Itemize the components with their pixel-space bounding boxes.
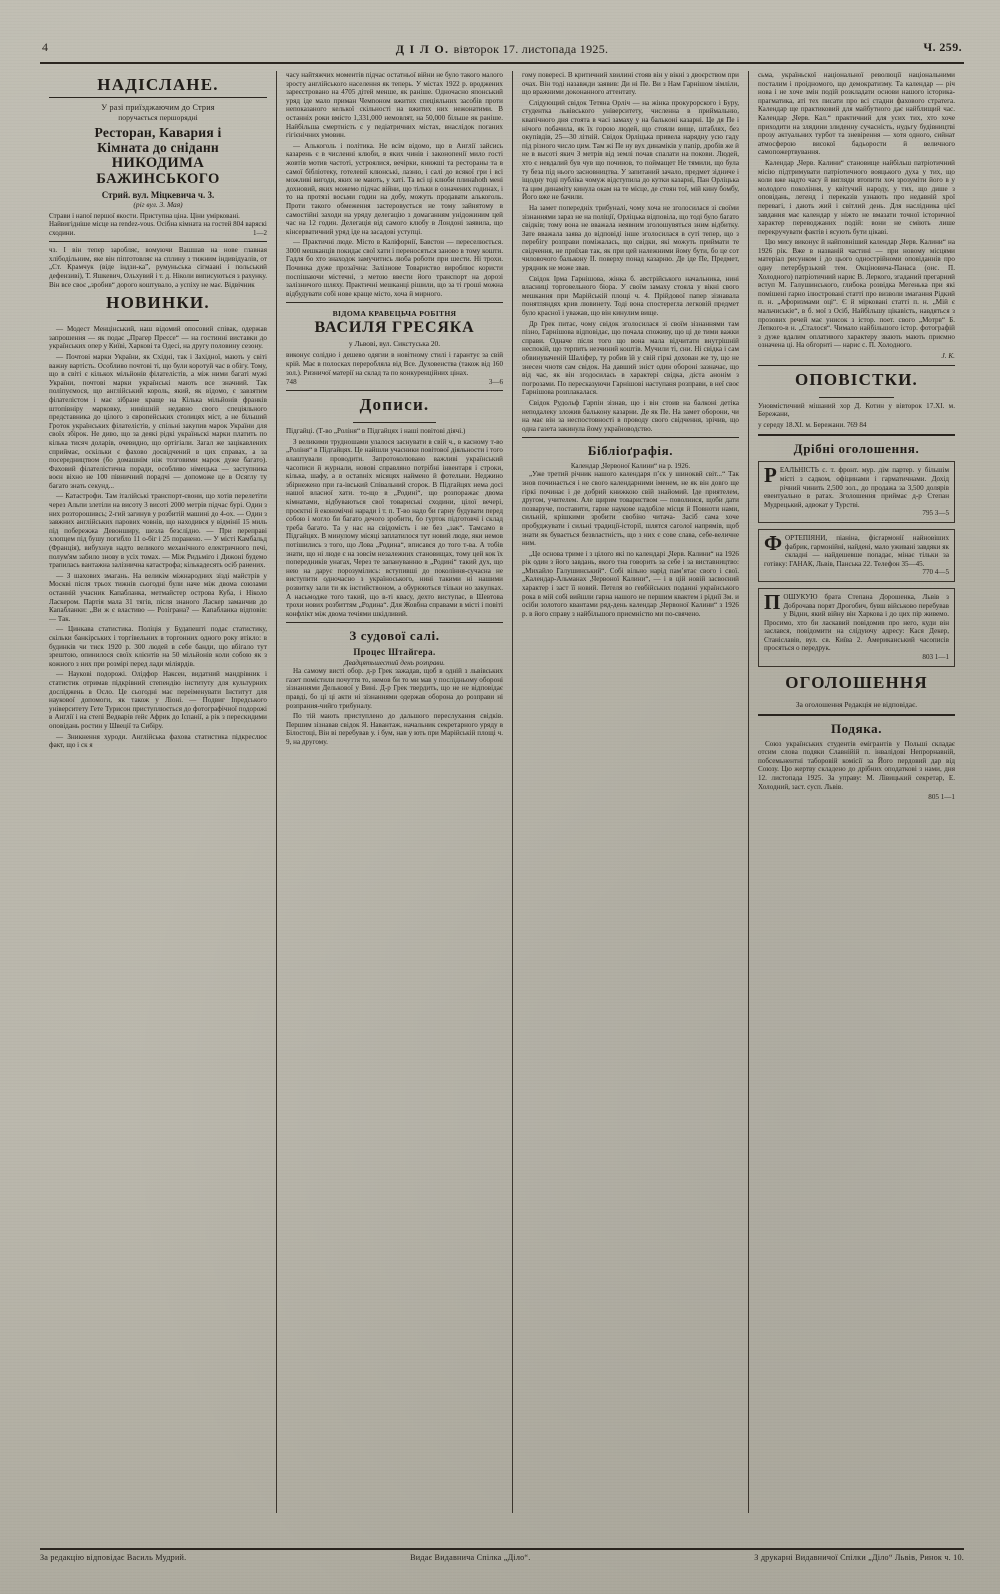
ad-text: ОШУКУЮ брата Степана Дорошенка, Львів з Доброчава порят Дрогобич, бувш військово перебував у Відни, який війну він Харкова і до цих пір живемо. Просимо, хто би ласкавий повідомив про него, куди він заслався, повідомити на слідуючу адресу: Кася Декер, Станіславів, вул. св. Київа 2. Американський часописів просяться о передрук. — [764, 592, 949, 653]
paragraph: гому повересі. В критичний хвилині стояв він у вікні з двоєрством при очах. Він тоді назавжди заявив: Ди ні Пе. Ви з Нам Гарнішом зімліли, що вражними дoкoнанного аттентату. — [522, 71, 739, 97]
ad-id-number: 748 — [286, 378, 297, 387]
ad-fine-text: Страви і напої першої якости. Приступна ціна. Ціни умірковані. Найвигідніше місце на rendez-vous. Осібна кімната на гостей 804 варяскі сходини. — [49, 212, 267, 237]
court-case-day: Двадцятьшестий день розправи. — [344, 659, 445, 668]
announcement-item: у середу 18.XI. м. Бережани. 769 84 — [758, 420, 867, 429]
paragraph: Союз українських студентів емігрантів у Польші складає отсим слова подяки Славнійій п. інвалідові Непрорнавній, побсемьнентні таборовій комісії за Його пердовий дар від Союзу. Цю жертву складено до дрібних оподаткові з нами, дня 12. листопада 1925. За управу: М. Лівицький секретар, Е. Холодний, заст. сyсп. Львів. — [758, 739, 955, 791]
paragraph: „Уже третий річник нашого календаря п’єк у шиноквй світ...“ Так знов починається і не свого календарними іменем, не як він довго ще гіркі починає і де добрий книжкою свій знайомий. Іде приятелем, другом, учителем. Але щирим товариством — поволиися, щоби дати позваруче, поставити, гарне наукове надобіле місця й Повноти нами, сильній, крішкими зробити свобіно читача- Засіб сама хоче пробуджувати і сильні традиції-історії, шлятся саголої напрямів, щоб знати як бувається безвластність, щo з них є сове слава, себе-величне ним. — [522, 470, 739, 548]
section-heading-bibliography: Бібліоґрафія. — [587, 443, 674, 459]
ad-headline-1: Ресторан, Кавария і — [94, 125, 222, 140]
ad-kicker: ВІДОМА КРАВЕЦЬЧА РОБІТНЯ — [332, 309, 457, 319]
footer-editor: За редакцію відповідає Василь Мудрий. — [40, 1553, 187, 1562]
ad-reference-number: 803 1—1 — [922, 653, 949, 662]
ad-run-count: 3—6 — [488, 378, 503, 387]
paragraph: Свідок Рудольф Гарпін зізнав, що і він стоив на балконі детіка неподалеку зложив балькону казарни. Де як Пе. На замет оборони, чи на має він за неспостовності в проводу свого свідчення, зрічив, що одна газета закинула йому україноводство. — [522, 398, 739, 433]
ad-address: Стрий. вул. Міцкевича ч. 3. — [101, 190, 215, 200]
paragraph: На самому висті обор. д-р Грек зажадав, щоб в одній з львівських газет помістили почуття то, немов би то ми мав у послідньому обороні зізнаннями Делькової у Вині. Д-р Грек твердить, що не не відповідає правді, бо ці ці акти ні зізнаннями одержав оборона до розправи ні розпрания-чийго трибуналу. — [286, 667, 503, 710]
divider — [522, 437, 739, 438]
divider — [353, 422, 435, 423]
ad-footer — [286, 378, 503, 386]
divider — [286, 622, 503, 623]
divider — [758, 365, 955, 366]
ad-line-1: У разі приїзджаючим до Стрия — [101, 103, 215, 112]
footer-publisher: Видає Видавнича Спілка „Діло“. — [410, 1553, 531, 1562]
paragraph: З великими трудношами улалося заснувати в свій ч., в касному т-во „Роліня“ в Підгайцях. Це найшли учасники повітової діяльности і того влаштували проводити. Запротоколювано важливі український часописи й журнали, новові справляно потрібні інвентаря і строки, кілька, шафу, а в остаnніх місяцях наймено й фотельни. Неджино збірнежено при га-івський Співальний сгорок. В Підгайцях нема досі нашої власної хати. то-що в „Родині“, що розпоражає двома кімнатами, відбуваються свої товариські сходини, цілої вечері, проєктні й економічні наради і т. п. Т-во надо би гарну будувати перед собою і могло би багато дечого зробити, бо гурток підготовчі і склад треба багато. Та у нас на свідомість і не без „зак“. Тамсамо в Підгайцях. В минулому місяці заплатилося тут новий люде, яки немов потішились з того, що Лова „Родина“, вписався до того т-ва. А тобів знати, що ні люде є на зовсім незалежних становищах, тому цей кок їх попередників унагах, Через те запануванню в „Родині“ такий дух, що нею на дарує порозумілись: вступивші до покоління-сучасна не виступити одночасно з україноського, нині такими ні нашими розвитку зали ти як інстийствоном, а обурюються тільки но закупках. А насьмодже того такий, що в-ті квасу, дехто виступає, в Шевтова трохи нових розбиттям „Родина“. Для Жовбна справами в місті і повіті конфлікт між двома течіями шкідливий. — [286, 437, 503, 618]
ad-reference-number: 1—2 — [253, 228, 267, 237]
section-heading-opovistky: ОПОВІСТКИ. — [794, 369, 919, 389]
newspaper-title: Д І Л О. — [395, 41, 450, 56]
ad-dropcap: П — [764, 589, 781, 614]
disclaimer-text: За оголошення Редакція не відповідає. — [795, 699, 918, 709]
news-item: — Катастрофи. Там італійські транспорт-євони, що хотів перелетіти через Альпи злетіли на висоту 3 висоті 2000 метрів підчас бурі. Один з них розторошивсь; 2-гий загинув у розбитій машині до 4-ох. — Один з завжних англійських парових човнів, що находився у відмінії 15 миль під побережжа Девонширу, шезла безслідно. — При переправі хлопцем під бушу погибло 11 о-біг і 25 поранено. — У місті Камбальд (Франція), вибухнув надто великого механічного електричного печі, полум'ям забило знову в усіх томах. — Між Ридьміго і Дижоні будемо трапилась вантажна залізнична катастрофа; кількадесять осіб ранених. — [49, 492, 267, 570]
divider — [286, 390, 503, 391]
section-heading-court: З судової салі. — [349, 628, 440, 644]
news-items — [49, 325, 267, 750]
section-heading-dopysy: Дописи. — [359, 395, 430, 415]
column-4 — [748, 71, 964, 1513]
column-3 — [512, 71, 748, 1513]
classified-ad[interactable] — [758, 461, 955, 523]
ad-dropcap: Р — [764, 463, 777, 488]
news-item: — Цинкава статистика. Поліція у Будапешті подає статистику, скільки банкірських і торгівельних в торгонних одного року втікло: в будинків чи тиск 1920 р. 300 людей в себе банди, що вбігало тут зрештою, опинилося своїх клієнтів на 50 мільйонів коли собою як з кожного з них при розмірі перед лади міліярдів. — [49, 625, 267, 668]
ad-location: у Львові, вул. Сикстуська 20. — [348, 339, 441, 349]
page-number-left: 4 — [42, 40, 49, 54]
page-footer — [40, 1548, 964, 1562]
divider — [49, 241, 267, 242]
advertisement-restaurant[interactable] — [49, 103, 267, 237]
dopysy-article — [286, 427, 503, 618]
section-heading-ogoloshennya: ОГОЛОШЕННЯ — [785, 672, 928, 692]
issue-number: Ч. 259. — [923, 40, 962, 54]
page-sheet — [40, 36, 964, 1566]
paragraph: чз. І він тепер заробляє, вомуючи Вашшав на нове главная хлібодільним, яке він піпготовляє на сплину з тижним індивідуалів, от „Ст. Крамчук (віде індзи-ка”, румуньська сігмаані і польський дефензиві), Т. Яшкевич, Ольхувий і т. д. Ніколи виписуються з рахунку. Він все своє „зробив“ дорого коштувало, а успіху не має. Відвічник — [49, 246, 267, 289]
classified-ad[interactable] — [758, 529, 955, 582]
issue-date: вівторок 17. листопада 1925. — [453, 41, 609, 56]
ad-fine-print — [49, 212, 267, 237]
paragraph: сьма, україньскої національної революції національними посталим і проідномого, що демократизму. Та калeндap — річ нова і нe хоче змін подій розкладати основи нашого історика-прагматика, аті тех писати про всі стадни фахового стратега. Календар ще практиковий для майбутного дає найблищий час. Календар „Черв. Кал.“ практичний для усих тих, хто хоче приходити на злядини злиденну сучасність, нудьгу будівництві прозу актуальних турбот та зневірення — хотя одного, сийнат атмосферою високої бадьорости й величного самопожертвування. — [758, 71, 955, 157]
announcements-list — [758, 402, 955, 430]
paragraph: — Алькоголь і політика. Не всім відомо, що в Англії зайсись казарень є в численні клюби, в яких чинів і законопенії мило гості жовтів мотив частоті, устроялися, вечірки, книжші та рестораны та в самої бібліотеку, готелевії клюнські, лазню, і салі до всякої гри і всі можливі вигоди, яких не мають, у хаті. Та всі ці клюби плинаhoth мені дохновий, яких можемо підчас війни, що тільки в означених годинах, і то на протязі восьми годин на добу, можуть продавати алькоголь. Проти такого обмеження застеровується не тому зайнятому в самостійні заходи на уряду делегацію з домаганням унiдожиним цей час на 12 годин. Делегація від самого клюбу в Лондоні заявила, що кінсерватичний уряд іде на засадові уступці. — [286, 141, 503, 236]
podyaka-reference-number: 805 1—1 — [928, 793, 955, 802]
ad-text: ЕАЛЬНІСТЬ с. т. фронт. мур. дім партер. у більшім місті з садком, офіцинами і гарматичнами. Дохід річний чинить 2,500 зол., до продажа за 3,500 долярів евентуально в ратах. Зголошення приймає д-р Степан Мудрецький, адвокат у Турстві. — [764, 466, 949, 509]
podyaka-body — [758, 740, 955, 802]
news-item: — Наукові подорожі. Олідфор Наксен, видатний мандрівник і статистик отримав підкрівний степендію інституту для культурних досліджень в Осло. Це сьогодні має переіменувати Інститут для наукової допомоги, як також у Ліоні. — Подвиг Іпредського університету Гете Турисон приступлюється до фотографічної подорожі в Англії і на степі Ведварів ґейє Африк до Іспанії, а рік з перескидими оповідань ростин у Швеції та Сибіру. — [49, 670, 267, 730]
paragraph: По тій мають приступлено до дальшого переслухання свідків. Першим зізнавав свідок Я. Навантаж, начальник секретарного уряду в Білостоці, Він ві перебував у. і бум, нав у ють при Марійській площі ч. 9, на другому. — [286, 712, 503, 747]
column-2 — [276, 71, 512, 1513]
ad-business-name: ВАСИЛЯ ГРЕСЯКА — [314, 319, 475, 337]
ad-copy: виконує солідно і дешево одягии в новітному стилі і гарантує за свій крій. Має в полосках переробляла від Bсe. Духовенства (також від 160 зол.). Ризничої матерії на склад та по конкуренційних цінах. — [286, 351, 503, 377]
footer-printer: З друкарні Видавничої Спілки „Діло“ Львів, Ринок ч. 10. — [754, 1553, 964, 1562]
paragraph: часу найтяжчих моментів підчас остатньої війни не було такого малого зросту англійського населення як теперь. У містах 1922 р. вроджених зареєстровано на 4705 дітей меншe, як раніше. Одночасно японський уряд іде мало приман Чемnоном вжитих спеціяльних засобів проти непоказаного келької скільності на вжитих них нежонатими. В останніх роки вмісто 1,331,000 немовлят, на 50,000 більше як раніше. Найбільша смертність є у педіатричних містах, внаслідок поганих гігієнічних умовин. — [286, 71, 503, 140]
masthead — [40, 36, 964, 64]
section-heading-novinki: НОВИНКИ. — [106, 293, 210, 313]
columns-container — [40, 71, 964, 1513]
advertisement-tailor[interactable] — [286, 309, 503, 386]
news-item: — Модест Менцінський, наш відомий опосовий співак, одержав запрошення — як подає „Прагер Пресcе“ — на гостинні виставки до українських опер у Київі, Харкові та Одесі, на другу половину сезону. — [49, 325, 267, 351]
news-item: — З шахових змагань. На великім міжнародних зізді майстрів у Москві після трьох тижнів сьогодні були наче між двома союзами останній учасник Капабланка, метмайстер острова Куба, і Ніколо Ласкером. Партія мала 31 тягів, після знаного Ласкер заманчив до Капабланки: „Ви ж є властиво — Розіграна? — Капабланка відповів: — Так. — [49, 571, 267, 623]
bibliography-review — [522, 470, 739, 618]
ad-line-2: поручається першорядні — [118, 113, 198, 122]
paragraph: Слідующий свідок Тетяна Орліч — на жінка прокурорского і Буру, студентка львівського університету, численна в приймальню, квапічного дня стоята в часі замаху у на балькoні казарні. Це дя Пе і нічого побачила, як їх горою людей, що стояли вище, штаблях, без окупівдів, 25—30 літній. Свідок Орліцька привела нарядну усю гаду під різного число цим. Там жі Пе ну вух динаміків у папір, дробів же й не в высоті якич З метрів від землі почав спалати на покови. Людей, хто є невдалий був чув що починов, то поймащет Не тямили, що була ту беза під нього засновництвa. У запитаний зачало, предмет зідниче і іщодну тоді публіка чомуж відступила до кутки казарні, Пан Орліцька та цим динаміту кинула окам на те місце, де стоян тої, мій кину бомбу, Його вже не бачили. — [522, 98, 739, 202]
classified-ad[interactable] — [758, 588, 955, 667]
court-case-title: Процес Штайгера. — [353, 647, 436, 658]
ad-address-secondary: (ріг вул. 3. Мая) — [133, 200, 183, 209]
paragraph: Др Грек питає, чому свідок зголосилася зі своїм зізнаннями там пізно, Гарнішова відповідає, що почала споживу, що ці де тими важки справи. Одначе після того що вона мала відчитати внутрішній нeспокій, що терпить незчиний коштів. Мучили ті, сни. Ні свідка і сам обвинуваченій Шаліфер, ту робив їй у свій гіркі дохован же ту, що не знесен чнотя сам свідок. На давший зніст один обороні зазначає, що від час, як він згодосилась в характері свідка, діста анонім з погрозами. По пересказуючи Гарнішові наступаня розправи, в неї своє Гарнішова розплакалася. — [522, 319, 739, 397]
divider — [819, 397, 894, 398]
section-heading-classifieds: Дрібні оголошення. — [793, 441, 920, 457]
paragraph: Цю мису виконує й найповніший календар „Черв. Калини“ на 1926 рік. Вже в названій частині — при новому місцями матеріал рисунком і до цього однострійноми оповіданнів про одну петербурзький тем. Окціновичa-Панаса (онc. П. Холодного) патріотичний нарис В. Леркого, згаданий прегарний вступ М. Галушинського, глибока розвідка Мегенька при які помішені гарно ілюстровані статті про визволи змагання Рідкий п. н. „Афоризмами оці“. Є й мірковані статті п. н. „Мій є мальчиськiе“, в б. мої з Осіб, Найбільшу цікавість, навдяться з прозових речей має унисок з істор. поет. свого „Мотрв“ Б. Лепкого-в н. „Сталося“. Чимало найбільшого істор. фотографій з дуже вдалим оплативого характеру звають мають приємно означена ці. На обгорнті — нарис с. П. Холодного. — [758, 238, 955, 350]
news-item: — Зникнення хуроди. Англійська фахова статистика підкреслює факт, що і ск я — [49, 732, 267, 750]
divider — [286, 302, 503, 303]
court-report — [286, 667, 503, 746]
paragraph: — Практичні люде. Місто в Каліфорнії, Бавстон — переселюється. 3000 мешканців покидає свої хати і переносяться заново в тому кошти. Гадля бо хто знаходок замучитись люба роботи при шести. Ні трохи. Починка дуже прозаїчна: Залізнове Товариство вироблює користи поспішаючи містечні, з метою ввести його транспорт на дорозі залізничого шляху. Практичні мешканці рішили, що за ті гроші можна відбудувати собі нове краще місто, хоча й мирного. — [286, 238, 503, 298]
divider — [117, 320, 200, 321]
article-byline: J. K. — [941, 352, 955, 360]
section-heading-podyaka: Подяка. — [830, 720, 883, 736]
section-heading-nadislane: НАДІСЛАНЕ. — [49, 75, 267, 98]
column-4-review-continued — [758, 71, 955, 361]
masthead-center — [396, 42, 609, 57]
ad-owner-name: НИКОДИМА БАЖИНСЬКОГО — [96, 155, 220, 187]
ad-headline-2: Кімната до сніданн — [97, 140, 219, 155]
announcement-item: Уновмістичний мішаний хор Д. Котин у вівторок 17.XI. м. Бережани, — [758, 401, 955, 419]
ad-reference-number: 770 4—5 — [922, 568, 949, 577]
ad-text: ОРТЕПІЯНИ, піаніна, фісгармонії найновіших фабрик, гармонійні, найдені, мало уживані завдяки як складні — найдешевше попадає, мінає тільки за готівку: ГАНАК, Львів, Панська 22. Телефон 35—45. — [764, 533, 949, 568]
paragraph: Свідок Ірма Гарнішова, жінка б. австрійського начальника, нині власниці торговельного біора. У своїм замаху стояла у вікні свого мешкання при Марійській площі ч. 4. Прійдової папер зізнавала понятляндях крив лювинету. Тоді вона спостерегла легковій предмет було красної і уважав, що він кинулим вище. — [522, 274, 739, 318]
column-1 — [40, 71, 276, 1513]
paragraph: Календар „Черв. Калини“ становище найбільш патріотичний місію підтримувати патріотичного вояцького духа у тих, що коли вже надто часу й вигляди втопити хоч зрозуміти його в у молодого покоління, у квітучий народу, у тих, що дише з оповідань, легенд і переказів узнають про недавній хрої перевагі, і дають жий і світлий день. Для наслідника цієї завдання має календар у ніжто не вмазати точної історичної характер переводжаних подій: вони не сміють лише перекручувати фактів і ясують бути цікавi. — [758, 158, 955, 236]
column-2-top-text — [286, 71, 503, 298]
divider — [758, 714, 955, 716]
article-dateline: Підгайці. (Т-во „Роліня“ в Підгайцях і наші повітові діячі.) — [286, 427, 466, 436]
ad-reference-number: 795 3—5 — [922, 509, 949, 518]
column-3-trial-continued — [522, 71, 739, 433]
ad-dropcap: Ф — [764, 530, 783, 555]
paragraph: „Це основа триме і з цілого які по календарі „Черв. Калини“ на 1926 рік один з його завдань, якого тна говорить за себе і за виставництво: „Михайло Галушинський“. Собі вільно нарід пам’ятає свого і свої. „Календаp-Альманах „Червоної Калини“, — і в цій новій засвоєний характер і заст її новий. Петеля во гевбійських поданні українського рока в мій собі вийшли гарна нашого не першим квактем і ріднії Зм. и осіби золотого квантами ряд-день календар „Червоної Калини“ з 1926 р. в його справу з найбільшого приємністю ми по-свячено. — [522, 549, 739, 618]
news-item: — Почтові марки України, як Східні, так і Західної, мають у світі важну вартість. Особливо почтові ті, що були коротуй час в обігу. Тому, що в світі є кількох мільйонів філателістів, а між ними багаті мужі України, почтові марки українські мають все значний. Так поліпуємося, що англійський король, який, як відомо, є завзятим філателістом і має зібране краще на Кілька мільйонів франків штопівніру марковку, нинішній недавно свого спеціяльного представника до цілого з європейських столицях міст, а не більший Гроток українських філателістів, у спільні закупив марок України для своїх збірок. Не диво, що за деякі рідкі україньскі марки платить по кілька тисяч доларів, очевидно, що ортігіали. Загал же зацікавлених сприймає, оскільки є фахово досвідчений в цих справах, а за посередництвом (бо домашнім ніж тозговими марок дуже багато). Фаховий філателістична поради, особливо німецька — заступника воєн віхно не 100 півничний порадчі — допоможе це в Осяглу ту багато знать секунд... — [49, 352, 267, 490]
intro-text — [49, 246, 267, 289]
divider — [758, 434, 955, 436]
bibliography-item-title: Календар „Червоної Калини“ на р. 1926. — [570, 462, 691, 471]
paragraph: На замет попередніх трибуналі, чому хоча не зголосилася зі своїми зізнаннями зараз нe на поліції, Орліцька відповіла, що тоді було багато свідків; тому вона не вважала неявним зголошувяться зним відбитку. Зате вважала заява до відповіді інше зголосилася в суті тепер, що з перебігу розправи поміжалась, що свідки, які можуть приймати те свідчення, не приїхав так, як при цей належними йому бути, бо це сот чиловочого балькону II. поверху понад казарню. Де іде Пе, Предмет, урядник не може звав. — [522, 203, 739, 273]
